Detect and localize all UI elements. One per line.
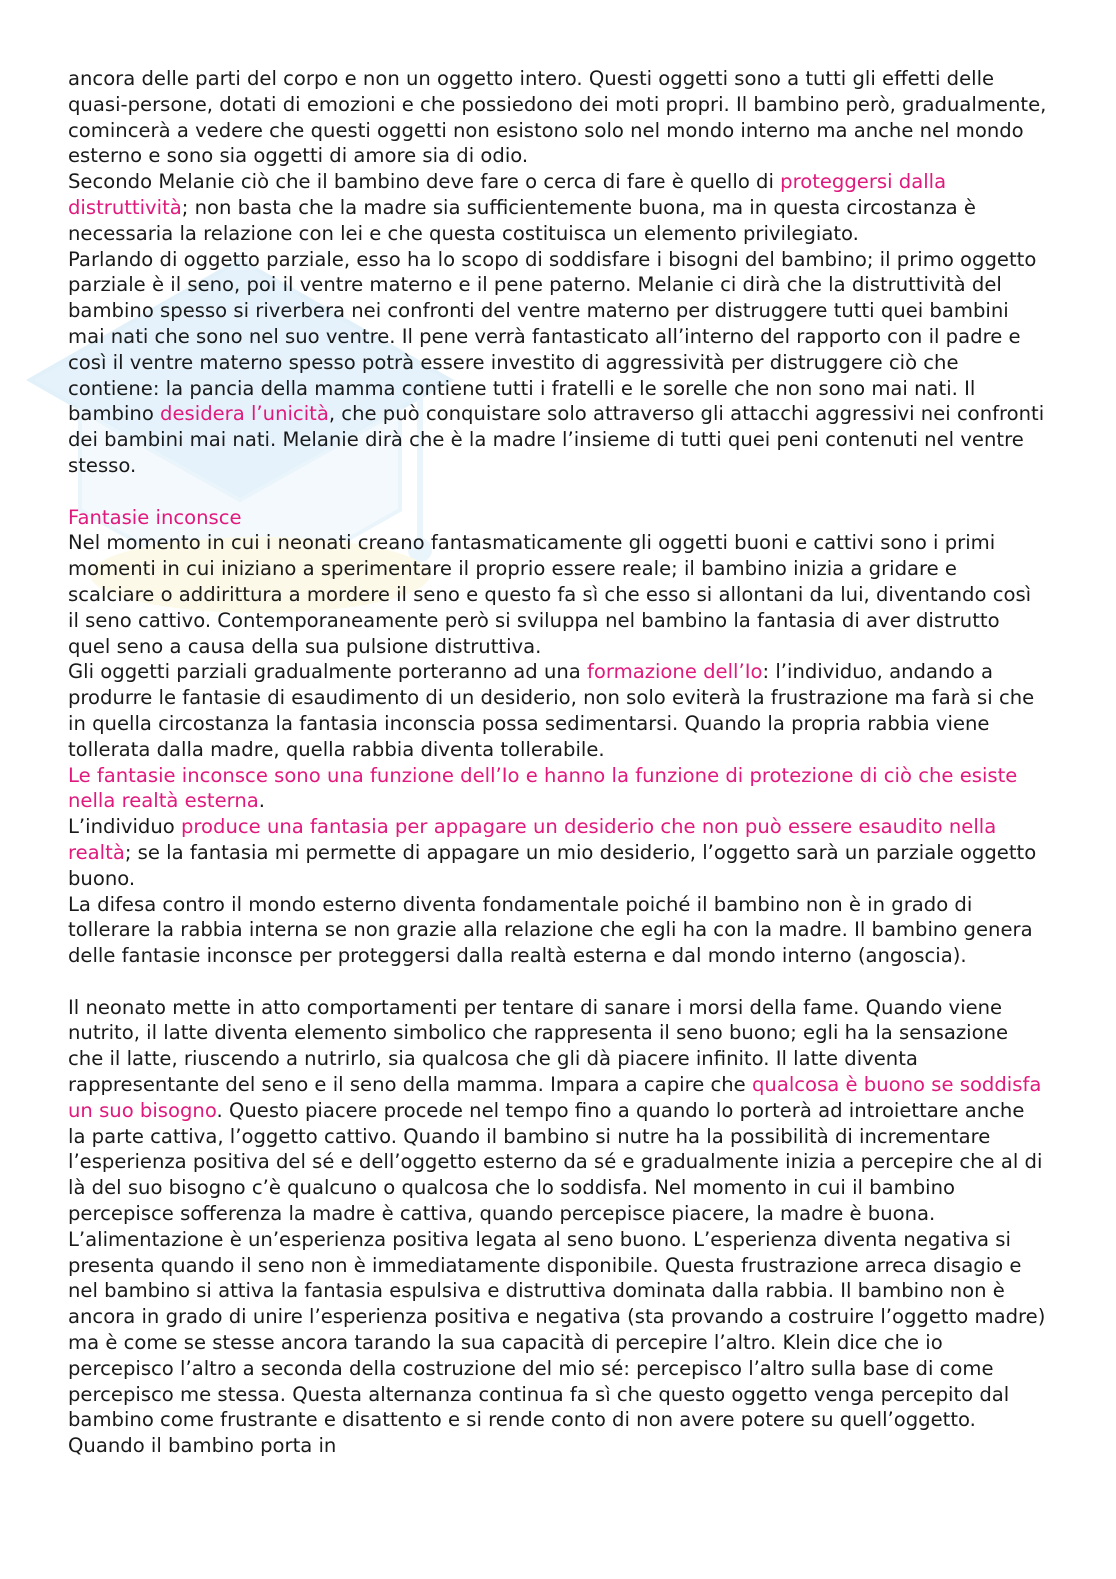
- text-segment: Gli oggetti parziali gradualmente porteranno ad una: [68, 660, 588, 684]
- paragraph: [68, 763, 1048, 815]
- paragraph: [68, 995, 1048, 1459]
- paragraph: [68, 659, 1048, 762]
- text-segment: ; se la fantasia mi permette di appagare un mio desiderio, l’oggetto sarà un parziale oggetto buono.: [68, 840, 1037, 890]
- paragraph: [68, 530, 1048, 659]
- text-segment: Parlando di oggetto parziale, esso ha lo scopo di soddisfare i bisogni del bambino; il primo oggetto parziale è il seno, poi il ventre materno e il pene paterno. Melanie ci dirà che la distruttività del bambino spesso si riverbera nei confronti del ventre materno per distruggere tutti quei bambini mai nati che sono nel suo ventre. Il pene verrà fantasticato all’interno del rapporto con il padre e così il ventre materno spesso potrà essere investito di aggressività per distruggere ciò che contiene: la pancia della mamma contiene tutti i fratelli e le sorelle che non sono mai nati. Il bambino: [68, 247, 1037, 426]
- highlighted-text: formazione dell’Io: [587, 660, 763, 684]
- text-segment: .: [258, 789, 266, 813]
- text-segment: Secondo Melanie ciò che il bambino deve fare o cerca di fare è quello di: [68, 170, 781, 194]
- highlighted-text: proteggersi dalla distruttività: [68, 170, 947, 219]
- text-segment: ; non basta che la madre sia sufficientemente buona, ma in questa circostanza è necessaria la relazione con lei e che questa costituisca un elemento privilegiato.: [68, 195, 976, 245]
- highlighted-text: Le fantasie inconsce sono una funzione dell’Io e hanno la funzione di protezione di ciò che esiste nella realtà esterna: [68, 763, 1018, 813]
- text-segment: La difesa contro il mondo esterno diventa fondamentale poiché il bambino non è in grado di tollerare la rabbia interna se non grazie alla relazione che egli ha con la madre. Il bambino genera delle fantasie inconsce per proteggersi dalla realtà esterna e dal mondo interno (angoscia).: [68, 892, 1033, 968]
- highlighted-text: qualcosa è buono se soddisfa un suo bisogno: [68, 1073, 1042, 1122]
- paragraph-gap: [68, 479, 1048, 505]
- paragraph: [68, 66, 1048, 169]
- text-segment: Il neonato mette in atto comportamenti per tentare di sanare i morsi della fame. Quando viene nutrito, il latte diventa elemento simbolico che rappresenta il seno buono; egli ha la sensazione che il latte, riuscendo a nutrirlo, sia qualcosa che gli dà piacere infinito. Il latte diventa rappresentante del seno e il seno della mamma. Impara a capire che: [68, 995, 1009, 1097]
- paragraph: [68, 505, 1048, 531]
- highlighted-text: desidera l’unicità: [160, 402, 329, 426]
- highlighted-text: produce una fantasia per appagare un desiderio che non può essere esaudito nella realtà: [68, 815, 997, 864]
- paragraph: [68, 814, 1048, 891]
- text-segment: : l’individuo, andando a produrre le fantasie di esaudimento di un desiderio, non solo eviterà la frustrazione ma farà si che in quella circostanza la fantasia inconscia possa sedimentarsi. Quando la propria rabbia viene tollerata dalla madre, quella rabbia diventa tollerabile.: [68, 660, 1035, 761]
- paragraph-gap: [68, 969, 1048, 995]
- highlighted-text: Fantasie inconsce: [68, 505, 242, 529]
- paragraph: [68, 169, 1048, 246]
- text-segment: , che può conquistare solo attraverso gli attacchi aggressivi nei confronti dei bambini mai nati. Melanie dirà che è la madre l’insieme di tutti quei peni contenuti nel ventre stesso.: [68, 402, 1045, 477]
- text-segment: Nel momento in cui i neonati creano fantasmaticamente gli oggetti buoni e cattivi sono i primi momenti in cui iniziano a sperimentare il proprio essere reale; il bambino inizia a gridare e scalciare o addirittura a mordere il seno e questo fa sì che esso si allontani da lui, diventando così il seno cattivo. Contemporaneamente però si sviluppa nel bambino la fantasia di aver distrutto quel seno a causa della sua pulsione distruttiva.: [68, 531, 1032, 658]
- text-segment: . Questo piacere procede nel tempo fino a quando lo porterà ad introiettare anche la parte cattiva, l’oggetto cattivo. Quando il bambino si nutre ha la possibilità di incrementare l’esperienza positiva del sé e dell’oggetto esterno da sé e gradualmente inizia a percepire che al di là del suo bisogno c’è qualcuno o qualcosa che lo soddisfa. Nel momento in cui il bambino percepisce sofferenza la madre è cattiva, quando percepisce piacere, la madre è buona. L’alimentazione è un’esperienza positiva legata al seno buono. L’esperienza diventa negativa si presenta quando il seno non è immediatamente disponibile. Questa frustrazione arreca disagio e nel bambino si attiva la fantasia espulsiva e distruttiva dominata dalla rabbia. Il bambino non è ancora in grado di unire l’esperienza positiva e negativa (sta provando a costruire l’oggetto madre) ma è come se stesse ancora tarando la sua capacità di percepire l’altro. Klein dice che io percepisco l’altro a seconda della costruzione del mio sé: percepisco l’altro sulla base di come percepisco me stessa. Questa alternanza continua fa sì che questo oggetto venga percepito dal bambino come frustrante e disattento e si rende conto di non avere potere su quell’oggetto. Quando il bambino porta in: [68, 1098, 1046, 1458]
- paragraph: [68, 892, 1048, 969]
- text-segment: L’individuo: [68, 815, 181, 839]
- document-body: [68, 66, 1048, 1459]
- paragraph: [68, 247, 1048, 479]
- text-segment: ancora delle parti del corpo e non un oggetto intero. Questi oggetti sono a tutti gli effetti delle quasi-persone, dotati di emozioni e che possiedono dei moti propri. Il bambino però, gradualmente, comincerà a vedere che questi oggetti non esistono solo nel mondo interno ma anche nel mondo esterno e sono sia oggetti di amore sia di odio.: [68, 67, 1047, 168]
